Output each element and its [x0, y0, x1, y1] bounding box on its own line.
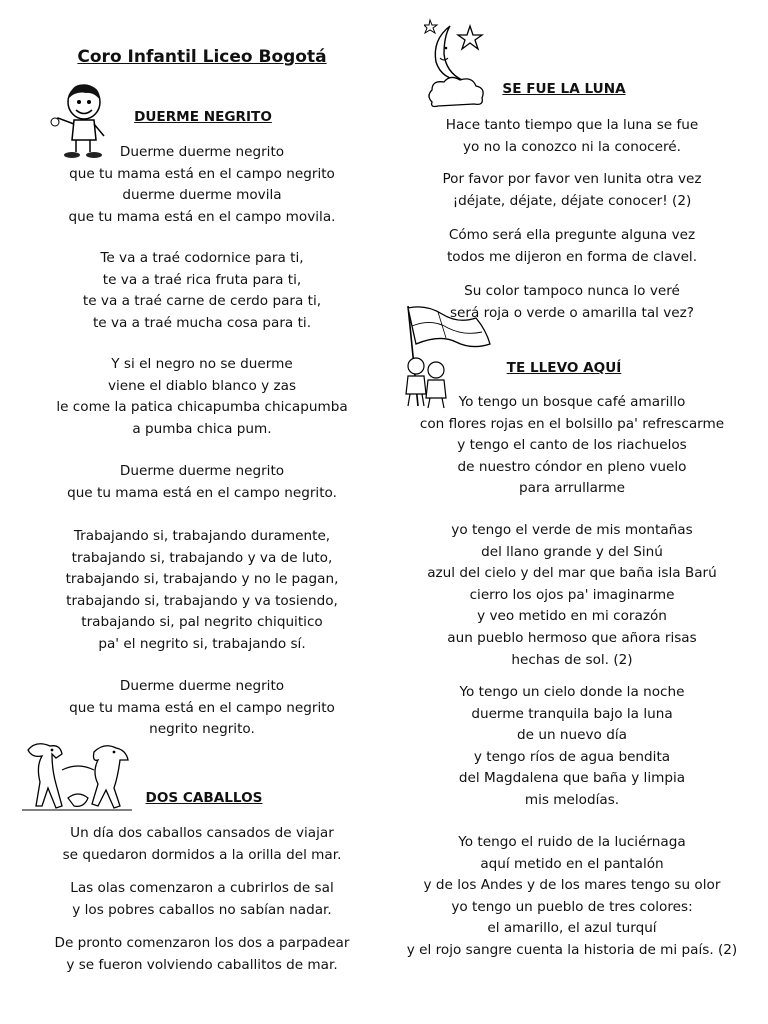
lyric-line: Cómo será ella pregunte alguna vez: [448, 227, 696, 243]
song-title-te-llevo-aqui: TE LLEVO AQUÍ: [506, 360, 622, 376]
lyric-line: trabajando si, trabajando y va de luto,: [71, 549, 333, 566]
lyric-line: Las olas comenzaron a cubrirlos de sal: [70, 880, 334, 896]
lyric-line: que tu mama está en el campo movila.: [68, 208, 336, 225]
lyric-line: mis melodías.: [524, 791, 620, 808]
lyric-line: yo tengo un pueblo de tres colores:: [451, 898, 693, 915]
lyric-line: Su color tampoco nunca lo veré: [464, 283, 680, 299]
stanza: [0, 248, 404, 334]
lyric-line: y tengo ríos de agua bendita: [473, 748, 671, 765]
lyric-line: trabajando si, pal negrito chiquitico: [81, 614, 323, 631]
lyric-line: De pronto comenzaron los dos a parpadear: [54, 935, 350, 951]
moon-cartoon-icon: [424, 16, 490, 110]
song-title-dos-caballos: DOS CABALLOS: [145, 790, 263, 806]
lyric-line: con flores rojas en el bolsillo pa' refrescarme: [419, 415, 725, 432]
lyric-line: del llano grande y del Sinú: [481, 543, 663, 560]
lyric-line: para arrullarme: [519, 480, 625, 497]
lyric-line: del Magdalena que baña y limpia: [458, 770, 686, 787]
lyric-line: será roja o verde o amarilla tal vez?: [449, 304, 695, 321]
stanza: [0, 878, 404, 921]
lyric-line: cierro los ojos pa' imaginarme: [469, 586, 675, 603]
lyric-line: te va a traé mucha cosa para ti.: [92, 314, 312, 331]
stanza: [378, 169, 766, 212]
lyric-line: Yo tengo el ruido de la luciérnaga: [458, 834, 686, 850]
lyric-line: hechas de sol. (2): [511, 651, 633, 668]
lyric-line: y de los Andes y de los mares tengo su olor: [423, 877, 721, 894]
lyric-line: y se fueron volviendo caballitos de mar.: [66, 956, 338, 973]
lyric-line: Trabajando si, trabajando duramente,: [73, 528, 331, 544]
stanza: [0, 354, 404, 440]
stanza: [0, 933, 404, 976]
lyric-line: de un nuevo día: [517, 727, 627, 744]
lyric-line: Yo tengo un bosque café amarillo: [458, 394, 686, 410]
lyric-line: Te va a traé codornice para ti,: [100, 250, 304, 266]
lyric-line: aun pueblo hermoso que añora risas: [447, 629, 697, 646]
lyric-line: que tu mama está en el campo negrito.: [67, 484, 337, 501]
stanza: [0, 461, 404, 504]
lyric-line: te va a traé carne de cerdo para ti,: [82, 293, 322, 310]
stanza: [0, 823, 404, 866]
lyric-line: y veo metido en mi corazón: [477, 608, 667, 625]
lyric-line: duerme tranquila bajo la luna: [471, 705, 673, 722]
lyric-line: Duerme duerme negrito: [119, 463, 285, 479]
lyric-line: que tu mama está en el campo negrito: [69, 699, 335, 716]
lyric-line: duerme duerme movila: [122, 187, 282, 204]
lyric-line: ¡déjate, déjate, déjate conocer! (2): [452, 192, 692, 209]
lyric-line: pa' el negrito si, trabajando sí.: [98, 635, 306, 652]
lyric-line: Un día dos caballos cansados de viajar: [70, 825, 334, 841]
lyric-line: a pumba chica pum.: [132, 420, 272, 437]
stanza: [378, 225, 766, 268]
lyric-line: Hace tanto tiempo que la luna se fue: [445, 117, 699, 133]
document-title: Coro Infantil Liceo Bogotá: [77, 47, 327, 67]
stanza: [0, 676, 404, 741]
lyric-line: Por favor por favor ven lunita otra vez: [442, 171, 702, 187]
lyric-line: trabajando si, trabajando y va tosiendo,: [66, 592, 338, 609]
lyric-line: de nuestro cóndor en pleno vuelo: [457, 458, 687, 475]
lyric-line: y el rojo sangre cuenta la historia de mi país. (2): [406, 941, 738, 958]
lyric-line: azul del cielo y del mar que baña isla Barú: [427, 565, 717, 582]
horses-cartoon-icon: [22, 740, 134, 814]
lyric-line: te va a traé rica fruta para ti,: [102, 271, 302, 288]
lyric-line: el amarillo, el azul turquí: [487, 920, 657, 937]
stanza: [378, 832, 766, 962]
lyric-line: y los pobres caballos no sabían nadar.: [72, 901, 332, 918]
song-title-se-fue-la-luna: SE FUE LA LUNA: [502, 81, 626, 97]
stanza: [378, 115, 766, 158]
lyric-line: Y si el negro no se duerme: [111, 356, 293, 372]
lyric-line: Duerme duerme negrito: [119, 144, 285, 160]
lyric-line: viene el diablo blanco y zas: [107, 377, 297, 394]
song-title-duerme-negrito: DUERME NEGRITO: [134, 109, 272, 125]
stanza: [378, 682, 766, 812]
lyric-line: yo tengo el verde de mis montañas: [451, 522, 693, 538]
lyric-line: aquí metido en el pantalón: [480, 855, 664, 872]
lyric-line: se quedaron dormidos a la orilla del mar.: [62, 846, 342, 863]
stanza: [0, 142, 404, 228]
lyric-line: que tu mama está en el campo negrito: [69, 165, 335, 182]
stanza: [378, 392, 766, 500]
lyric-line: le come la patica chicapumba chicapumba: [56, 399, 348, 416]
lyric-line: y tengo el canto de los riachuelos: [457, 437, 687, 454]
lyric-line: Yo tengo un cielo donde la noche: [459, 684, 685, 700]
stanza: [0, 526, 404, 656]
stanza: [378, 520, 766, 671]
lyric-line: Duerme duerme negrito: [119, 678, 285, 694]
lyric-line: negrito negrito.: [149, 721, 255, 738]
lyric-line: yo no la conozco ni la conoceré.: [462, 138, 681, 155]
lyric-line: todos me dijeron en forma de clavel.: [446, 248, 698, 265]
lyric-line: trabajando si, trabajando y no le pagan,: [65, 571, 339, 588]
